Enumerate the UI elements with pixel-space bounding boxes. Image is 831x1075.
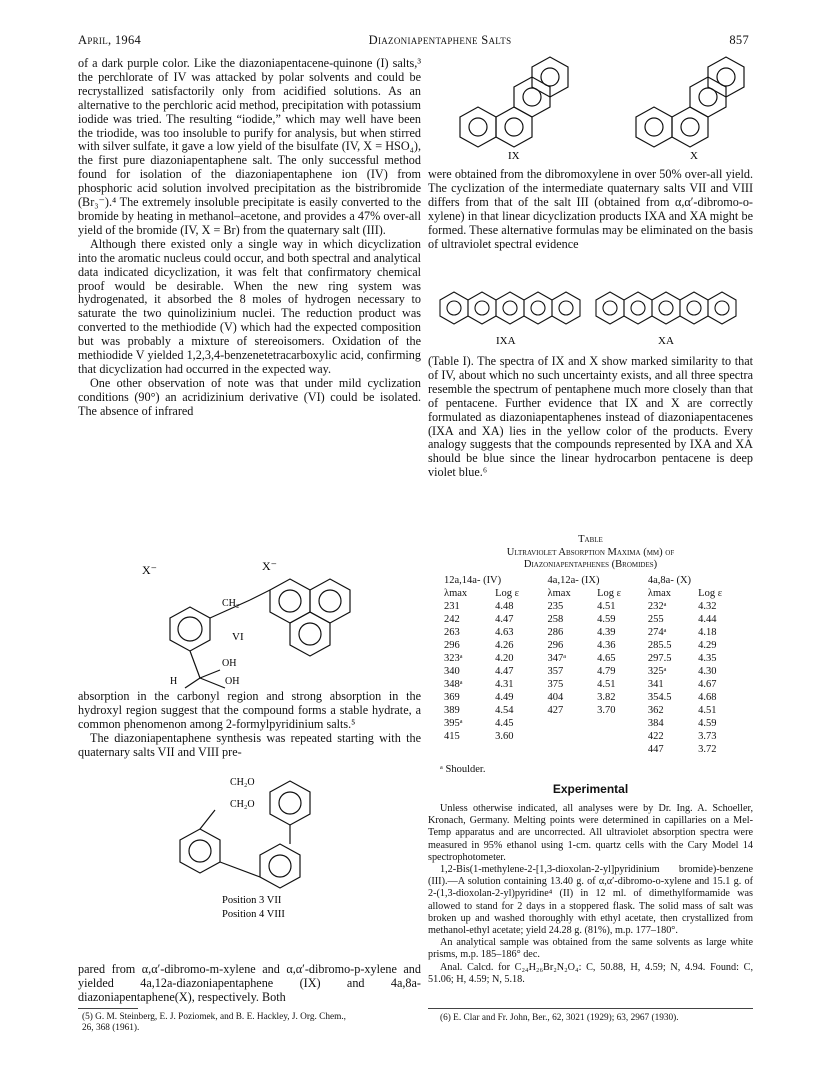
- table-cell: 4.48: [495, 601, 514, 612]
- table-cell: 4.35: [698, 653, 717, 664]
- paragraph: pared from α,α′-dibromo-m-xylene and α,α′-dibromo-p-xylene and yielded 4a,12a-diazoniapentaphene (IX) and 4a,8a-diazoniapentaphene(X), respectively. Both: [78, 962, 421, 1004]
- right-column-mid: [428, 355, 753, 480]
- table-cell: 348ᵃ: [444, 679, 463, 690]
- paragraph: Although there existed only a single way in which dicyclization into the aromatic nucleus could occur, and both spectral and analytical data indicated dicyclization, it was felt that confirmatory chemical proof would be desirable. When the new ring system was hydrogenated, it absorbed the 8 moles of hydrogen necessary to saturate the two quinolizinium nuclei. The reduction product was converted to the methiodide (V) which had the expected composition but was probably a mixture of stereoisomers. Oxidation of the methiodide V yielded 1,2,3,4-benzenetetracarboxylic acid, confirming that dicyclization had occurred in the expected way.: [78, 236, 422, 376]
- table-cell: 375: [547, 679, 564, 690]
- table-header-row: λmax Log ε λmax Log ε λmax Log ε: [444, 588, 723, 599]
- table-cell: 255: [647, 614, 664, 625]
- table-row: [440, 639, 745, 652]
- table-cell: 4.29: [698, 640, 717, 651]
- table-cell: 4.68: [698, 692, 717, 703]
- table-cell: 341: [647, 679, 664, 690]
- table-subtitle-2: Diazoniapentaphenes (Bromides): [523, 559, 658, 570]
- left-column-bottom: [78, 963, 421, 1005]
- table-cell: 4.36: [597, 640, 616, 651]
- table-footnote: ᵃ Shoulder.: [440, 764, 486, 775]
- paragraph: The diazoniapentaphene synthesis was repeated starting with the quaternary salts VII and VIII pre-: [78, 730, 421, 759]
- group-header: 4a,12a- (IX): [547, 575, 600, 586]
- vi-h-label: H: [170, 676, 178, 687]
- table-cell: 4.18: [698, 627, 717, 638]
- table-cell: [593, 743, 644, 756]
- paragraph: were obtained from the dibromoxylene in over 50% over-all yield. The cyclization of the intermediate quaternary salts VII and VIII differs from that of the salt III (obtained from α,α′-dibromo-o-xylene) in that linear dicyclization products IXA and XA might be formed. These alternative formulas may be eliminated on the basis of ultraviolet spectral evidence: [428, 167, 753, 251]
- page-number: 857: [729, 33, 749, 47]
- experimental-section: [428, 803, 753, 986]
- table-cell: 4.65: [597, 653, 616, 664]
- table-cell: 4.47: [495, 666, 514, 677]
- table-cell: 4.32: [698, 601, 717, 612]
- vi-compound-label: VI: [232, 631, 244, 643]
- running-head-date: April, 1964: [78, 33, 142, 47]
- table-cell: 232ᵃ: [647, 601, 667, 612]
- paragraph: absorption in the carbonyl region and strong absorption in the hydroxyl region suggest that the compound forms a stable hydrate, a common phenomenon among 2-formylpyridinium salts.⁵: [78, 689, 421, 731]
- table-cell: 296: [547, 640, 564, 651]
- table-cell: 4.51: [597, 679, 616, 690]
- table-cell: 286: [547, 627, 564, 638]
- table-cell: 4.45: [495, 718, 514, 729]
- table-cell: 4.31: [495, 679, 514, 690]
- paragraph: An analytical sample was obtained from the same solvents as large white prisms, m.p. 185–186° dec.: [428, 937, 753, 961]
- table-cell: 357: [547, 666, 564, 677]
- table-cell: 3.73: [698, 731, 717, 742]
- structure-vi-figure: [140, 560, 370, 690]
- table-cell: 4.47: [495, 614, 514, 625]
- paragraph: 1,2-Bis(1-methylene-2-[1,3-dioxolan-2-yl]pyridinium bromide)-benzene (III).—A solution containing 13.40 g. of α,α′-dibromo-o-xylene and 15.1 g. of 2-(1,3-dioxolan-2-yl)pyridine⁴ (II) in 12 ml. of dimethylformamide was allowed to stand for 2 days in a stoppered flask. The solid mass of salt was broken up and washed thoroughly with ethyl acetate, then crystallized from methanol-ethyl acetate; yield 24.28 g. (81%), m.p. 177–180°.: [428, 864, 753, 937]
- table-row: [440, 704, 745, 717]
- table-cell: [544, 717, 594, 730]
- table-cell: 4.67: [698, 679, 717, 690]
- table-cell: 395ᵃ: [444, 718, 463, 729]
- acridizinium-ring-c: [290, 612, 330, 656]
- footnote-rule-right: [428, 1008, 753, 1009]
- table-row: [440, 652, 745, 665]
- table-cell: 4.59: [698, 718, 717, 729]
- vii-ch2o-label: CH₂O: [230, 777, 255, 788]
- table-cell: 369: [444, 692, 460, 703]
- paragraph: Unless otherwise indicated, all analyses were by Dr. Ing. A. Schoeller, Kronach, Germany. Melting points were determined in capillaries on a Mel-Temp apparatus and are uncorrected. All ultraviolet absorption spectra were measured in 95% ethanol using 1-cm. quartz cells with the Cary Model 14 spectrophotometer.: [428, 803, 753, 863]
- position-4-label: Position 4 VIII: [222, 909, 285, 920]
- table-cell: 340: [444, 666, 460, 677]
- table-cell: 4.39: [597, 627, 616, 638]
- table-cell: 274ᵃ: [647, 627, 667, 638]
- table-cell: 3.72: [698, 744, 717, 755]
- table-title: Table: [578, 534, 603, 545]
- structures-ixa-xa-figure: [436, 280, 756, 350]
- table-cell: 325ᵃ: [647, 666, 667, 677]
- table-caption: [428, 534, 753, 572]
- structures-ix-x-figure: [440, 55, 760, 165]
- table-cell: 242: [444, 614, 460, 625]
- table-cell: 404: [547, 692, 564, 703]
- table-cell: 427: [547, 705, 564, 716]
- table-row: [440, 691, 745, 704]
- table-cell: 258: [547, 614, 564, 625]
- table-row: [440, 730, 745, 743]
- table-cell: 422: [647, 731, 664, 742]
- table-cell: 231: [444, 601, 460, 612]
- table-cell: 285.5: [647, 640, 672, 651]
- ixa-label: IXA: [496, 335, 516, 347]
- right-column-top: [428, 168, 753, 251]
- acridizinium-ring-a: [270, 579, 310, 623]
- table-cell: 447: [647, 744, 664, 755]
- vii-ch2o-label-2: CH₂O: [230, 799, 255, 810]
- table-cell: 4.44: [698, 614, 717, 625]
- table-row: [440, 717, 745, 730]
- left-column-top: [78, 57, 421, 419]
- table-row: [440, 678, 745, 691]
- table-cell: [593, 730, 644, 743]
- vi-anion-2: X⁻: [262, 560, 277, 573]
- x-label: X: [690, 150, 698, 162]
- table-cell: 4.26: [495, 640, 514, 651]
- pyridinium-ring: [170, 607, 210, 651]
- table-cell: 354.5: [647, 692, 672, 703]
- table-cell: [593, 717, 644, 730]
- paragraph: of a dark purple color. Like the diazoniapentacene-quinone (I) salts,³ the perchlorate of IV was attacked by polar solvents and could be recrystallized satisfactorily only from acidified solutions. As an alternative to the perchloric acid method, precipitation with potassium iodide was tried. The resulting “iodide,” which may well have been the triodide, was too insoluble to purify for analysis, but when stirred with silver sulfate, it gave a low yield of the bisulfate (IV, X = HSO₄), the first pure diazoniapentaphene salt. The only successful method found for isolation of the diazoniapentaphene ion (IV) from phosphoric acid solution involved precipitation as the bistribromide (Br₃⁻).⁴ The extremely insoluble precipitate is easily converted to the bromide by heating in methanol–acetone, and provides a 47% over-all yield of the bromide (IV, X = Br) from the quaternary salt (III).: [78, 56, 421, 237]
- paragraph: (Table I). The spectra of IX and X show marked similarity to that of IV, about which no such uncertainty exists, and all three spectra resemble the spectrum of pentaphene much more closely than that of pentacene. Further evidence that IX and X are correctly formulated as diazoniapentaphenes instead of diazoniapentacenes (IXA and XA) lies in the yellow color of the products. Every analogy suggests that the compounds represented by IXA and XA should be blue since the linear hydrocarbon pentacene is deep violet blue.⁶: [428, 354, 753, 480]
- table-cell: 235: [547, 601, 564, 612]
- experimental-heading: Experimental: [552, 782, 629, 796]
- table-group-row: [440, 574, 745, 587]
- uv-table: [440, 574, 745, 756]
- table-cell: 4.30: [698, 666, 717, 677]
- vi-oh-label-2: OH: [225, 676, 240, 687]
- table-cell: 362: [647, 705, 664, 716]
- table-cell: 347ᵃ: [547, 653, 567, 664]
- running-head-title: Diazoniapentaphene Salts: [368, 33, 512, 47]
- table-cell: 4.20: [495, 653, 514, 664]
- table-cell: 3.70: [597, 705, 616, 716]
- footnote-rule: [78, 1008, 138, 1009]
- table-cell: 4.51: [597, 601, 616, 612]
- table-cell: [440, 743, 491, 756]
- table-cell: 323ᵃ: [444, 653, 463, 664]
- position-3-label: Position 3 VII: [222, 895, 282, 906]
- table-row: [440, 743, 745, 756]
- group-header: 4a,8a- (X): [647, 575, 692, 586]
- paragraph: One other observation of note was that under mild cyclization conditions (90°) an acridizinium derivative (VI) could be isolated. The absence of infrared: [78, 375, 421, 418]
- table-cell: 3.82: [597, 692, 616, 703]
- table-cell: 4.54: [495, 705, 514, 716]
- table-cell: [544, 730, 594, 743]
- table-cell: [491, 743, 543, 756]
- table-cell: 415: [444, 731, 460, 742]
- table-cell: 4.59: [597, 614, 616, 625]
- footnote-5: (5) G. M. Steinberg, E. J. Poziomek, and B. E. Hackley, J. Org. Chem., 26, 368 (1961).: [82, 1012, 346, 1033]
- acridizinium-ring-b: [310, 579, 350, 623]
- table-subtitle-1: Ultraviolet Absorption Maxima (mμ) of: [506, 546, 675, 558]
- table-cell: 296: [444, 640, 460, 651]
- table-row: [440, 626, 745, 639]
- ix-label: IX: [508, 150, 520, 162]
- paragraph: Anal. Calcd. for C₂₄H₂₆Br₂N₂O₄: C, 50.88, H, 4.59; N, 4.94. Found: C, 51.06; H, 4.59; N, 5.18.: [428, 961, 753, 985]
- table-cell: 4.79: [597, 666, 616, 677]
- structure-vii-viii-figure: [160, 770, 360, 920]
- table-cell: 389: [444, 705, 460, 716]
- table-row: [440, 613, 745, 626]
- table-cell: 3.60: [495, 731, 514, 742]
- table-cell: 4.49: [495, 692, 514, 703]
- footnote-6: (6) E. Clar and Fr. John, Ber., 62, 3021 (1929); 63, 2967 (1930).: [440, 1013, 679, 1023]
- table-row: [440, 665, 745, 678]
- table-cell: 297.5: [647, 653, 672, 664]
- group-header: 12a,14a- (IV): [444, 575, 502, 586]
- table-cell: [544, 743, 594, 756]
- table-cell: 4.63: [495, 627, 514, 638]
- vi-oh-label-1: OH: [222, 658, 237, 669]
- table-cell: 263: [444, 627, 460, 638]
- table-row: [440, 600, 745, 613]
- vi-ch2-label: CH₂: [222, 598, 240, 609]
- left-column-mid: [78, 690, 421, 760]
- vi-anion-1: X⁻: [142, 563, 157, 577]
- table-cell: 384: [647, 718, 664, 729]
- xa-label: XA: [658, 335, 674, 347]
- table-cell: 4.51: [698, 705, 717, 716]
